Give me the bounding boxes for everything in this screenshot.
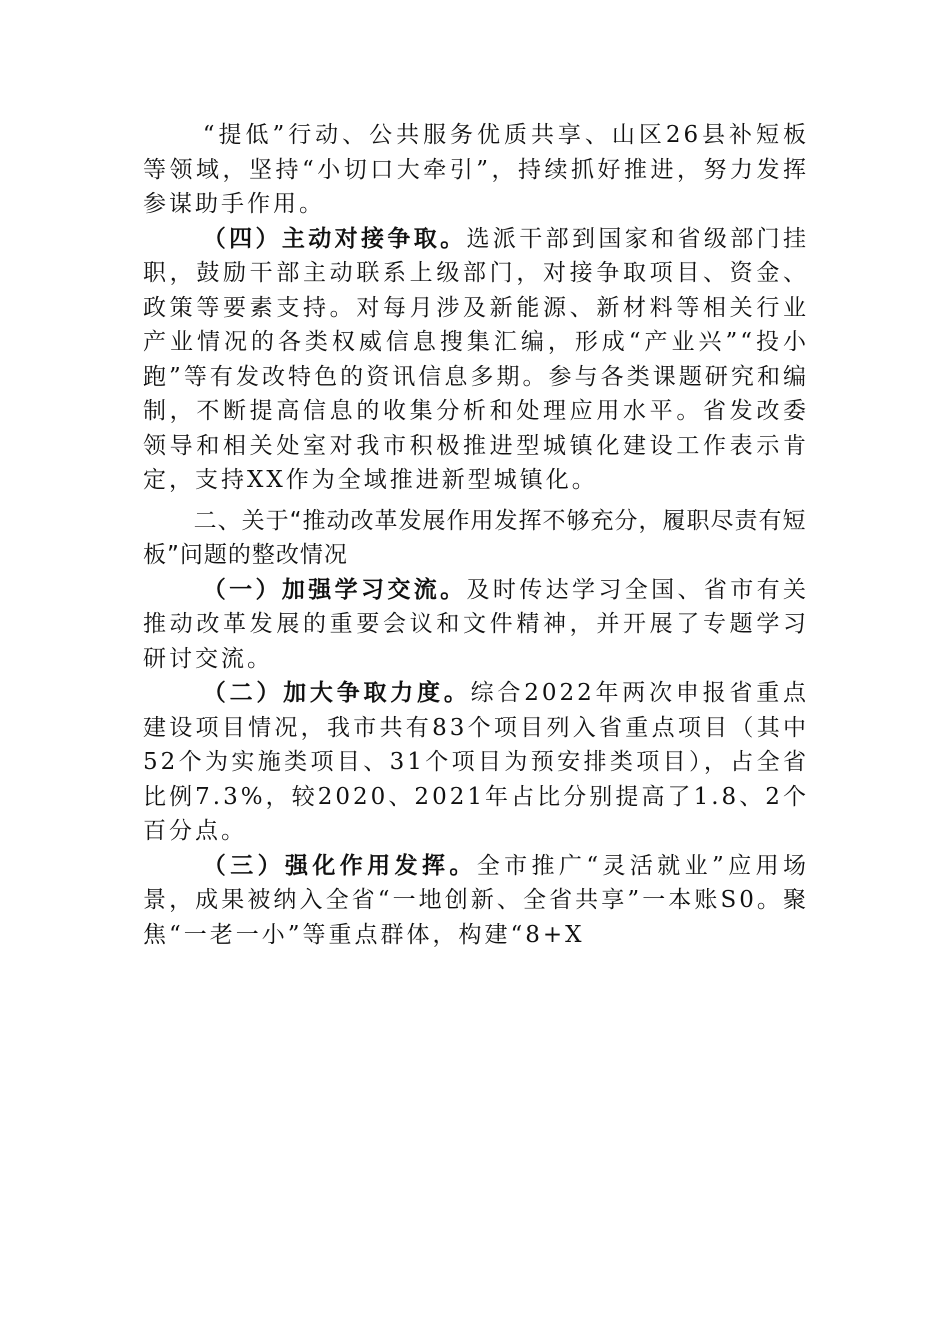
paragraph-text: 选派干部到国家和省级部门挂职，鼓励干部主动联系上级部门，对接争取项目、资金、政策等要素支持。对每月涉及新能源、新材料等相关行业产业情况的各类权威信息搜集汇编，形成“产业兴”“投小跑”等有发改特色的资讯信息多期。参与各类课题研究和编制，不断提高信息的收集分析和处理应用水平。省发改委领导和相关处室对我市积极推进型城镇化建设工作表示肯定，支持XX作为全域推进新型城镇化。 [143, 225, 810, 493]
section-heading: 二、关于“推动改革发展作用发挥不够充分，履职尽责有短板”问题的整改情况 [143, 507, 807, 568]
paragraph-text: “提低”行动、公共服务优质共享、山区26县补短板等领域，坚持“小切口大牵引”，持续抓好推进，努力发挥参谋助手作用。 [143, 122, 809, 217]
paragraph-lead: （二）加大争取力度。 [202, 679, 471, 706]
paragraph-continuation [143, 118, 809, 222]
paragraph-lead: （四）主动对接争取。 [202, 224, 467, 252]
paragraph-active-outreach [143, 222, 809, 498]
paragraph-study-exchange [143, 573, 809, 677]
paragraph-increase-efforts [143, 676, 809, 849]
paragraph-lead: （三）强化作用发挥。 [202, 851, 477, 879]
document-body [143, 118, 809, 952]
paragraph-text: 全市推广“灵活就业”应用场景，成果被纳入全省“一地创新、全省共享”一本账S0。聚焦“一老一小”等重点群体，构建“8+X [143, 852, 809, 948]
paragraph-strengthen-role [143, 849, 809, 953]
paragraph-text: 综合2022年两次申报省重点建设项目情况，我市共有83个项目列入省重点项目（其中52个为实施类项目、31个项目为预安排类项目），占全省比例7.3%，较2020、2021年占比分别提高了1.8、2个百分点。 [143, 680, 809, 844]
paragraph-text: 及时传达学习全国、省市有关推动改革发展的重要会议和文件精神，并开展了专题学习研讨交流。 [143, 576, 810, 672]
paragraph-lead: （一）加强学习交流。 [202, 575, 467, 603]
